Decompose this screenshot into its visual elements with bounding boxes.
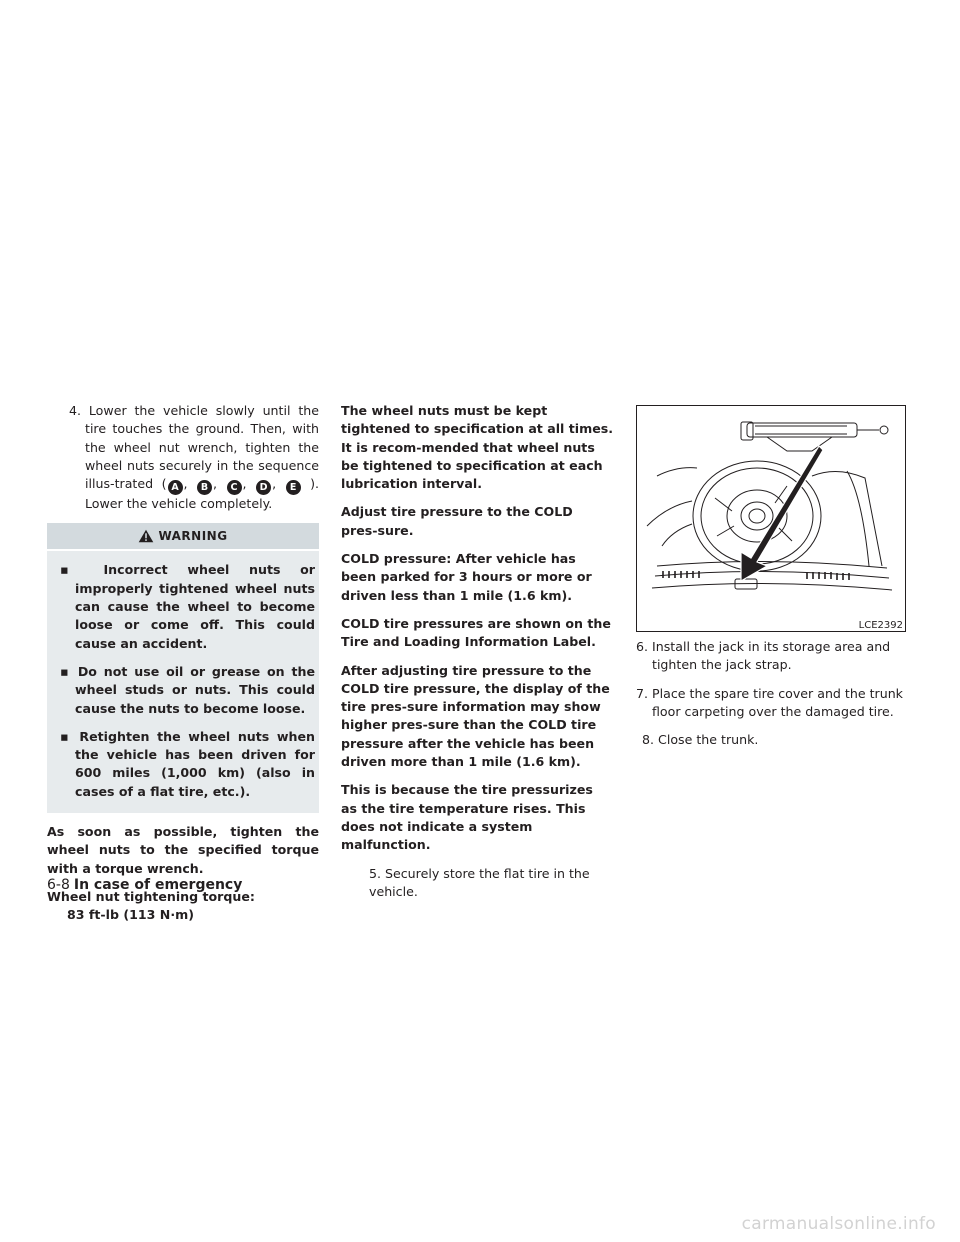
step-6: 6. Install the jack in its storage area and tighten the jack strap. [636, 639, 891, 673]
figure-code: LCE2392 [858, 620, 903, 631]
tighten-note: As soon as possible, tighten the wheel nuts to the specified torque with a torque wrench. [47, 824, 319, 876]
paragraph-label: COLD tire pressures are shown on the Tire and Loading Information Label. [341, 615, 611, 650]
paragraph-adjust-pressure: Adjust tire pressure to the COLD pres-sure. [341, 504, 573, 538]
warning-body [47, 551, 319, 813]
figure-jack-storage [636, 405, 906, 632]
trunk-jack-illustration-icon [637, 406, 905, 631]
step-7: 7. Place the spare tire cover and the trunk floor carpeting over the damaged tire. [636, 685, 903, 719]
column-middle [341, 402, 613, 911]
callout-d-icon: D [256, 480, 271, 495]
step-4: 4. Lower the vehicle slowly until the tire touches the ground. Then, with the wheel nut wrench, tighten the wheel nuts securely in the sequence illus-trated ( A , B , C , D , E ). Lower the vehicle completely. [69, 403, 320, 512]
paragraph-cold-pressure: COLD pressure: After vehicle has been parked for 3 hours or more or driven less than 1 mile (1.6 km). [341, 551, 592, 603]
torque-value: 83 ft-lb (113 N·m) [67, 907, 194, 923]
callout-a-icon: A [168, 480, 183, 495]
torque-label: Wheel nut tightening torque: [47, 888, 255, 904]
paragraph-tightened: The wheel nuts must be kept tightened to specification at all times. It is recom-mended that wheel nuts be tightened to specification at each lubrication interval. [341, 403, 614, 492]
page-number: 6-8 [47, 877, 70, 893]
site-watermark: carmanualsonline.info [741, 1214, 936, 1234]
warning-item-3: ▪ Retighten the wheel nuts when the vehicle has been driven for 600 miles (1,000 km) (also in cases of a flat tire, etc.). [60, 728, 316, 799]
callout-e-icon: E [286, 480, 301, 495]
step-5: 5. Securely store the flat tire in the vehicle. [369, 865, 590, 899]
warning-header [47, 523, 319, 549]
column-left [47, 402, 319, 935]
paragraph-pressurizes: This is because the tire pressurizes as the tire temperature rises. This does not indicate a system malfunction. [341, 782, 593, 853]
page-footer [47, 877, 242, 893]
warning-triangle-icon [138, 529, 154, 543]
warning-title: WARNING [158, 529, 228, 544]
section-title: In case of emergency [73, 877, 243, 893]
column-right [636, 402, 906, 759]
step-8: 8. Close the trunk. [642, 732, 759, 748]
warning-item-2: ▪ Do not use oil or grease on the wheel studs or nuts. This could cause the nuts to become loose. [60, 663, 315, 716]
paragraph-after-adjust: After adjusting tire pressure to the COLD tire pressure, the display of the tire pres-sure information may show higher pres-sure than the COLD tire pressure after the vehicle has been driven more than 1 mile (1.6 km). [341, 662, 610, 770]
callout-c-icon: C [227, 480, 242, 495]
warning-item-1: ▪ Incorrect wheel nuts or improperly tightened wheel nuts can cause the wheel to become loose or come off. This could cause an accident. [60, 562, 315, 651]
callout-b-icon: B [197, 480, 212, 495]
